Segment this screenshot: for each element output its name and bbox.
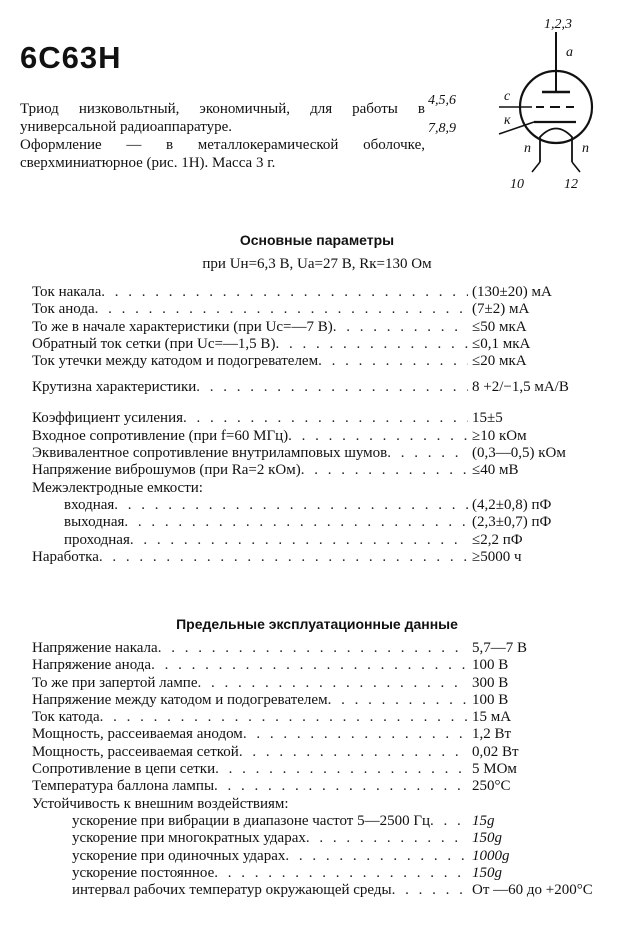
pin-12-label: 12: [564, 177, 578, 192]
param-label: Коэффициент усиления: [32, 410, 183, 427]
limit-label: ускорение постоянное: [72, 864, 215, 881]
leader-dots: [183, 410, 468, 427]
limit-label: Напряжение анода: [32, 657, 152, 674]
param-label: То же в начале характеристики (при Uс=—7 В): [32, 318, 333, 335]
param-value: (130±20) мА: [472, 284, 552, 300]
cathode-letter: к: [504, 113, 511, 128]
param-value: (4,2±0,8) пФ: [472, 496, 552, 513]
param-row: [32, 353, 622, 370]
leader-dots: [306, 830, 468, 847]
leader-dots: [285, 848, 468, 865]
param-row: [32, 549, 622, 566]
leader-dots: [243, 726, 468, 743]
limit-value: 100 В: [472, 691, 509, 708]
leader-dots: [392, 882, 468, 899]
limit-value: 0,02 Вт: [472, 743, 519, 760]
leader-dots: [130, 532, 468, 549]
param-label: Ток утечки между катодом и подогревателем: [32, 353, 319, 370]
leader-dots: [114, 497, 468, 514]
limit-label: ускорение при многократных ударах: [72, 830, 306, 847]
limit-row: [32, 813, 622, 830]
param-row: [32, 532, 622, 549]
limit-label: То же при запертой лампе: [32, 674, 198, 691]
param-row: [32, 284, 622, 301]
param-label: Напряжение виброшумов (при Rа=2 кОм): [32, 462, 301, 479]
leader-dots: [387, 445, 468, 462]
limit-label: ускорение при одиночных ударах: [72, 847, 286, 864]
limit-value: 5,7—7 В: [472, 640, 528, 656]
leader-dots: [328, 692, 468, 709]
param-label: Входное сопротивление (при f=60 МГц): [32, 427, 289, 444]
grid-letter: с: [504, 89, 511, 104]
limit-value: 15g: [472, 812, 495, 829]
description-purpose: Триод низковольтный, экономичный, для работы в универсальной радиоаппаратуре.: [20, 101, 425, 135]
leader-dots: [95, 301, 468, 318]
limit-value: 15 мА: [472, 709, 512, 726]
param-label: Ток накала: [32, 284, 102, 300]
leader-dots: [101, 284, 468, 301]
main-params-list: [32, 284, 622, 566]
leader-dots: [124, 514, 468, 531]
leader-dots: [239, 744, 468, 761]
param-row: [32, 336, 622, 353]
main-params-conditions: при Uн=6,3 В, Uа=27 В, Rк=130 Ом: [202, 256, 432, 272]
leader-dots: [99, 549, 468, 566]
param-label: Межэлектродные емкости:: [32, 479, 203, 496]
leader-dots: [430, 813, 468, 830]
limit-row: [32, 709, 622, 726]
heater-lead-2: [572, 162, 580, 172]
limit-value: 150g: [472, 864, 502, 881]
param-value: (2,3±0,7) пФ: [472, 514, 552, 531]
tube-schematic: [424, 12, 604, 192]
param-value: ≤50 мкА: [472, 318, 527, 335]
pins-anode-label: 1,2,3: [544, 17, 572, 32]
leader-dots: [301, 462, 468, 479]
param-value: ≥5000 ч: [472, 548, 522, 565]
limit-label: Температура баллона лампы: [32, 778, 215, 795]
param-label: входная: [64, 496, 115, 513]
limit-row: [32, 726, 622, 743]
param-value: 8 +2/−1,5 мА/В: [472, 378, 569, 395]
param-value: ≤20 мкА: [472, 353, 527, 370]
limit-label: интервал рабочих температур окружающей среды: [72, 882, 392, 899]
leader-dots: [151, 657, 468, 674]
limit-value: 5 МОм: [472, 761, 517, 778]
leader-dots: [198, 675, 469, 692]
limit-label: Напряжение между катодом и подогревателем: [32, 691, 328, 708]
limit-row: [32, 848, 622, 865]
limit-row: [32, 796, 622, 813]
param-row: [32, 514, 622, 531]
pin-10-label: 10: [510, 177, 524, 192]
limit-value: 150g: [472, 830, 502, 847]
param-value: 15±5: [472, 410, 503, 427]
param-row: [32, 462, 622, 479]
limit-row: [32, 865, 622, 882]
limit-row: [32, 761, 622, 778]
param-value: (0,3—0,5) кОм: [472, 445, 566, 462]
anode-letter: а: [566, 45, 573, 60]
limit-row: [32, 692, 622, 709]
param-row: [32, 480, 622, 497]
param-label: Обратный ток сетки (при Uс=—1,5 В): [32, 335, 276, 352]
param-label: Наработка: [32, 548, 99, 565]
limit-row: [32, 744, 622, 761]
description: [20, 100, 425, 172]
limit-label: ускорение при вибрации в диапазоне частот 5—2500 Гц: [72, 812, 431, 829]
leader-dots: [214, 865, 468, 882]
limit-value: 250°С: [472, 778, 511, 795]
main-params-heading: Основные параметры: [239, 232, 395, 248]
limit-label: Ток катода: [32, 709, 100, 726]
leader-dots: [215, 761, 468, 778]
param-label: выходная: [64, 514, 125, 531]
param-value: ≤0,1 мкА: [472, 335, 531, 352]
description-design: Оформление — в металлокерамической оболочке, сверхминиатюрное (рис. 1Н). Масса 3 г.: [20, 137, 425, 171]
leader-dots: [100, 709, 468, 726]
param-label: Ток анода: [32, 301, 95, 318]
param-value: ≤2,2 пФ: [472, 531, 523, 548]
limit-label: Устойчивость к внешним воздействиям:: [32, 795, 289, 812]
limit-value: 1000g: [472, 847, 510, 864]
param-row: [32, 370, 622, 404]
leader-dots: [158, 640, 468, 657]
leader-dots: [214, 778, 468, 795]
limit-label: Мощность, рассеиваемая анодом: [32, 726, 243, 743]
param-value: ≥10 кОм: [472, 427, 527, 444]
param-label: Крутизна характеристики: [32, 378, 197, 395]
limit-row: [32, 830, 622, 847]
pins-grid-label: 4,5,6: [428, 93, 456, 108]
page-title: 6С63Н: [20, 40, 122, 75]
limit-row: [32, 640, 622, 657]
limit-row: [32, 882, 622, 899]
leader-dots: [275, 336, 468, 353]
limit-value: От —60 до +200°С: [472, 882, 593, 899]
limit-params-heading: Предельные эксплуатационные данные: [176, 616, 458, 632]
limit-value: 300 В: [472, 674, 509, 691]
param-row: [32, 497, 622, 514]
limit-label: Мощность, рассеиваемая сеткой: [32, 743, 239, 760]
param-value: ≤40 мВ: [472, 462, 519, 479]
param-row: [32, 301, 622, 318]
limit-label: Сопротивление в цепи сетки: [32, 761, 216, 778]
param-label: Эквивалентное сопротивление внутриламповых шумов: [32, 445, 388, 462]
leader-dots: [288, 428, 468, 445]
pins-cathode-label: 7,8,9: [428, 121, 456, 136]
param-label: проходная: [64, 531, 130, 548]
heater-lead-1: [532, 162, 540, 172]
leader-dots: [333, 319, 468, 336]
param-value: (7±2) мА: [472, 301, 530, 318]
leader-dots: [318, 353, 468, 370]
heater-letter-2: п: [582, 141, 589, 156]
param-row: [32, 410, 622, 427]
limit-row: [32, 657, 622, 674]
param-row: [32, 319, 622, 336]
leader-dots: [196, 379, 468, 396]
param-row: [32, 428, 622, 445]
heater: [540, 129, 572, 163]
limit-row: [32, 778, 622, 795]
limit-row: [32, 675, 622, 692]
heater-letter-1: п: [524, 141, 531, 156]
limit-label: Напряжение накала: [32, 640, 158, 656]
limit-value: 1,2 Вт: [472, 726, 512, 743]
limit-value: 100 В: [472, 657, 509, 674]
limit-params-list: [32, 640, 622, 899]
param-row: [32, 445, 622, 462]
